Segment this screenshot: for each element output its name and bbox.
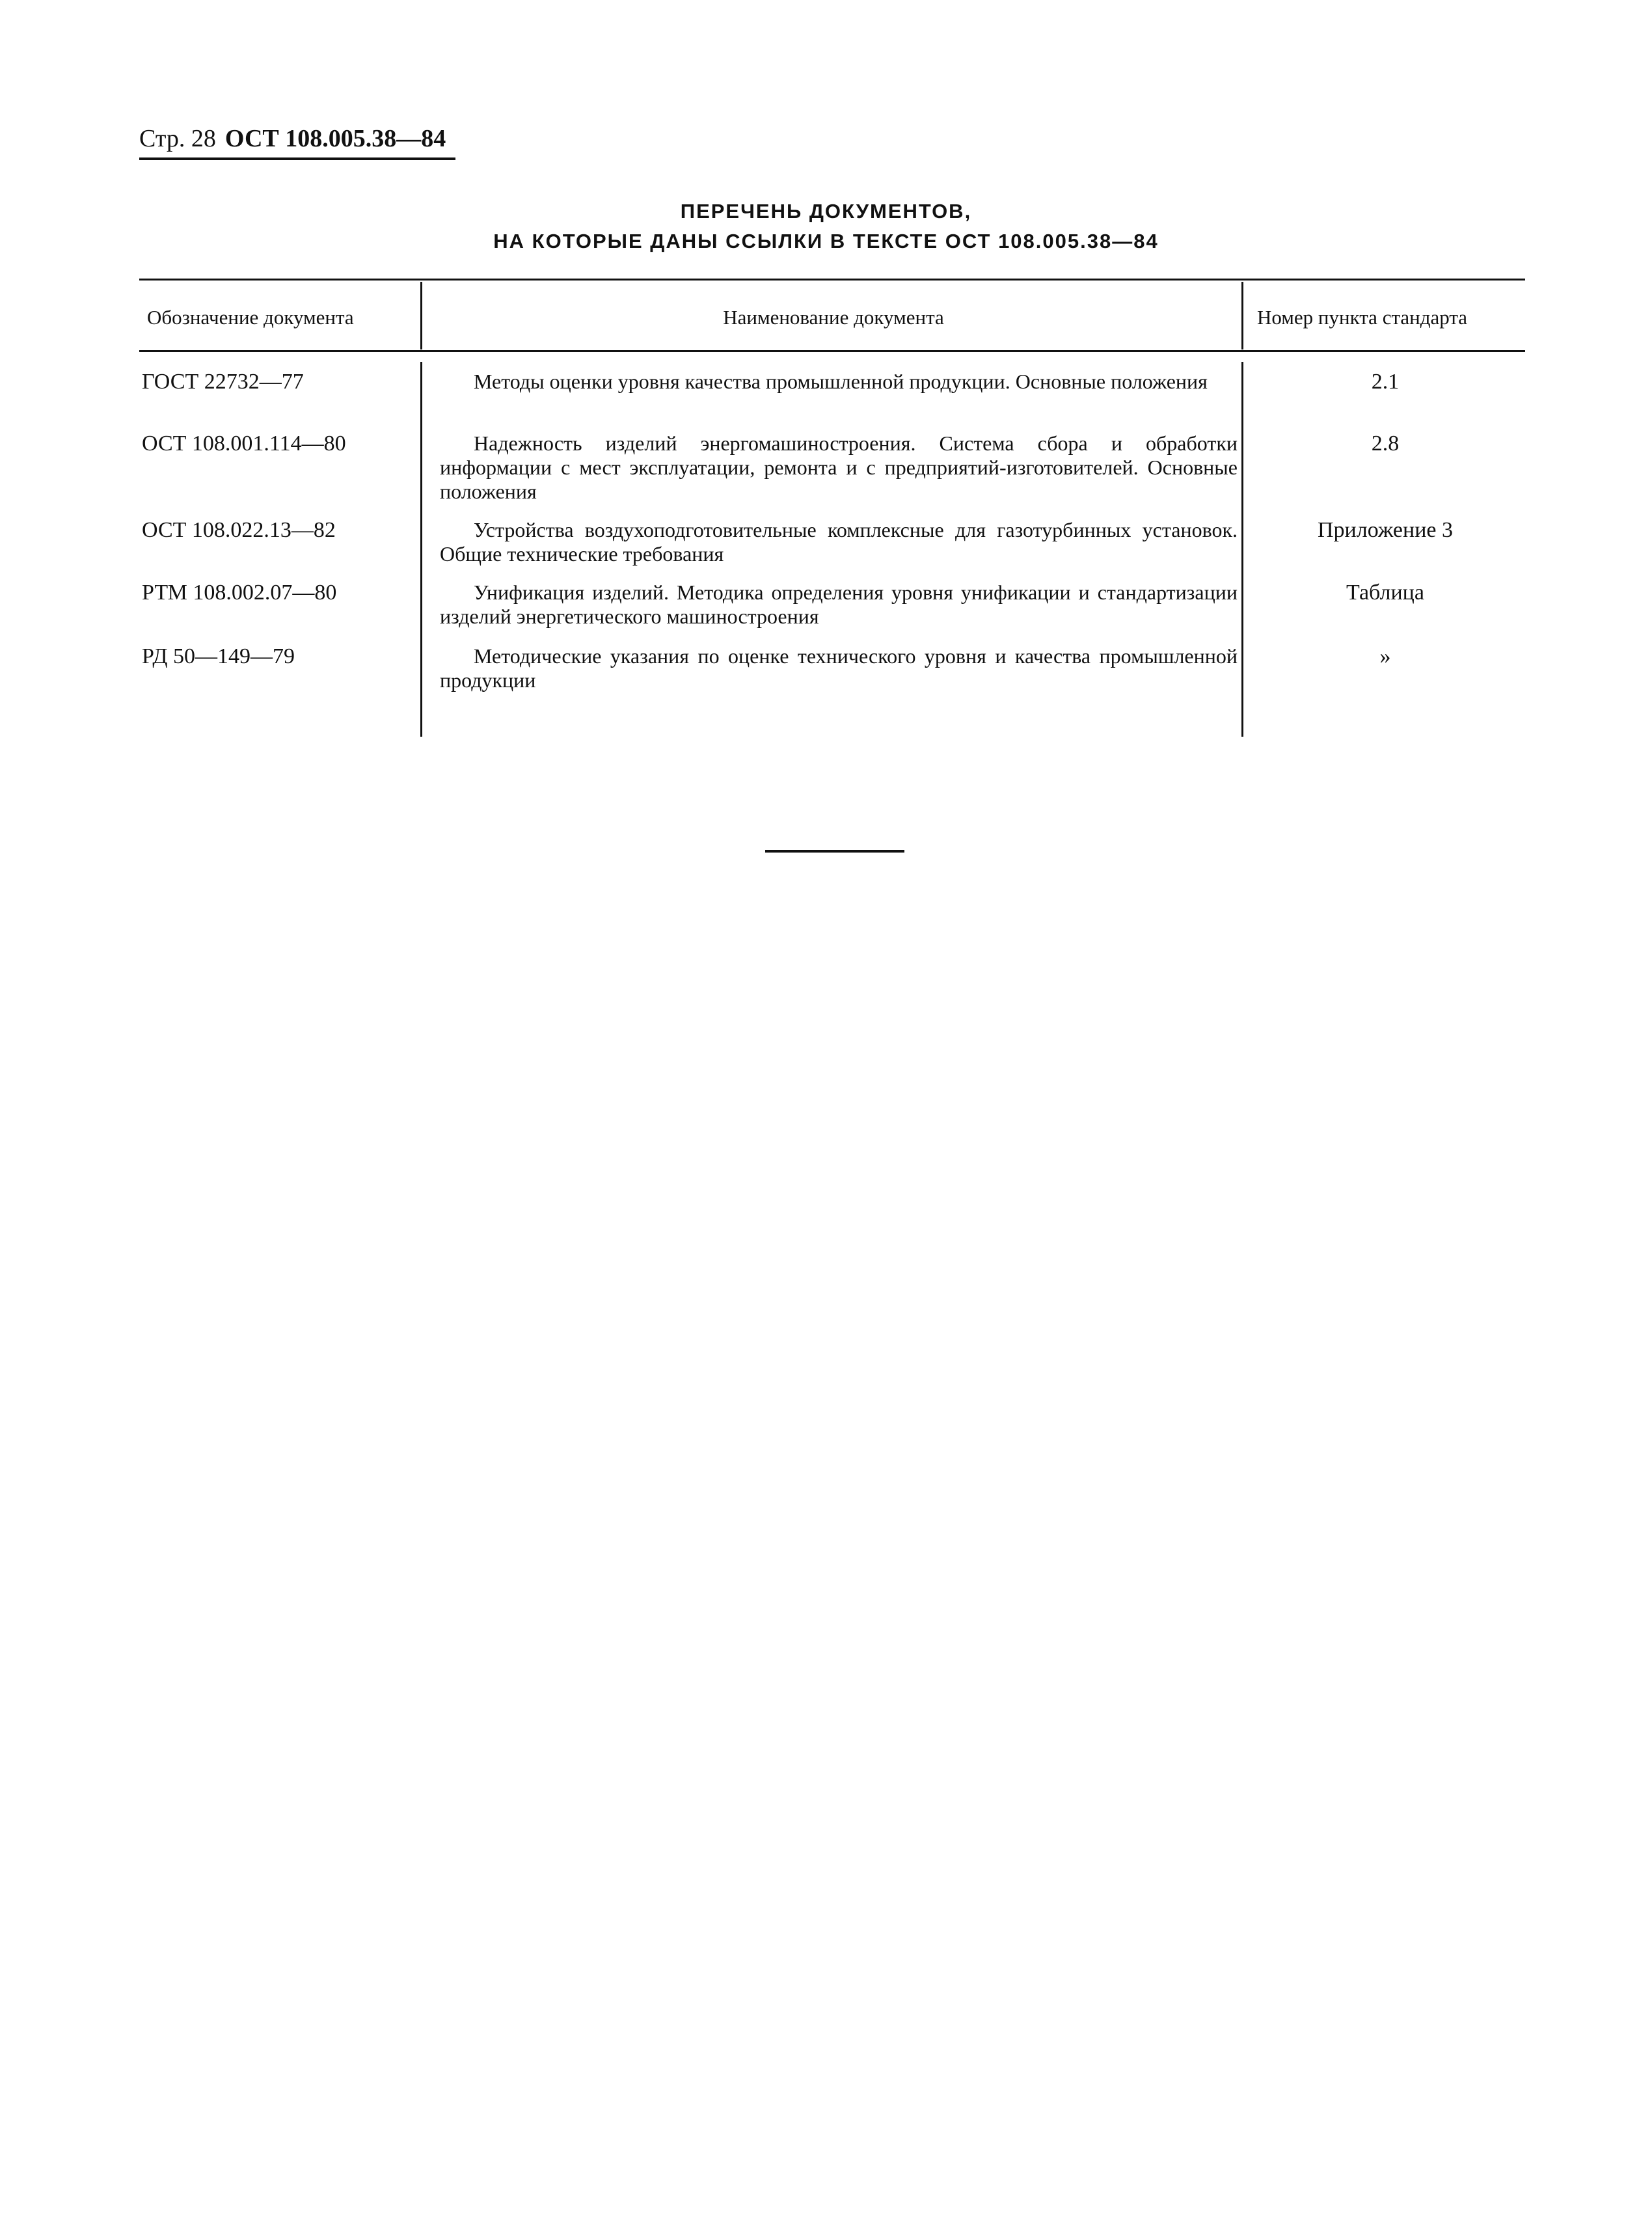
clause-number: » xyxy=(1379,644,1391,668)
column-divider xyxy=(420,282,422,349)
column-divider xyxy=(420,362,422,737)
header-underline xyxy=(139,157,455,160)
document-name: Надежность изделий энергомашиностроения. Система сбора и обработки информации с мест эксплуатации, ремонта и с предприятий-изготовителей. Основные положения xyxy=(440,431,1238,503)
document-designation: РТМ 108.002.07—80 xyxy=(142,581,337,605)
clause-number: Таблица xyxy=(1346,581,1424,605)
document-code: ОСТ 108.005.38—84 xyxy=(224,125,446,152)
document-designation: ГОСТ 22732—77 xyxy=(142,370,304,394)
document-designation: ОСТ 108.022.13—82 xyxy=(142,518,336,542)
table-top-rule xyxy=(139,279,1525,280)
clause-number: Приложение 3 xyxy=(1318,518,1453,542)
title-line-1: ПЕРЕЧЕНЬ ДОКУМЕНТОВ, xyxy=(680,200,972,223)
page-number: Стр. 28 xyxy=(139,125,216,152)
document-designation: ОСТ 108.001.114—80 xyxy=(142,431,346,456)
title-line-2: НА КОТОРЫЕ ДАНЫ ССЫЛКИ В ТЕКСТЕ ОСТ 108.005.38—84 xyxy=(493,230,1159,253)
table-header-rule xyxy=(139,350,1525,352)
clause-number: 2.8 xyxy=(1371,431,1400,456)
clause-number: 2.1 xyxy=(1371,370,1400,394)
column-header-clause: Номер пункта стандарта xyxy=(1257,306,1468,329)
document-name: Методы оценки уровня качества промышленной продукции. Основные положения xyxy=(474,370,1208,393)
document-name: Унификация изделий. Методика определения уровня унификации и стандартизации изделий энергетического машиностроения xyxy=(440,581,1238,628)
column-divider xyxy=(1241,282,1243,349)
document-designation: РД 50—149—79 xyxy=(142,644,295,668)
reference-table xyxy=(139,279,1525,737)
document-name: Методические указания по оценке технического уровня и качества промышленной продукции xyxy=(440,644,1238,692)
column-header-name: Наименование документа xyxy=(723,306,944,329)
column-divider xyxy=(1241,362,1243,737)
page-header xyxy=(139,124,446,154)
end-divider xyxy=(765,850,904,853)
document-name: Устройства воздухоподготовительные комплексные для газотурбинных установок. Общие технические требования xyxy=(440,518,1238,566)
column-header-designation: Обозначение документа xyxy=(147,306,354,329)
